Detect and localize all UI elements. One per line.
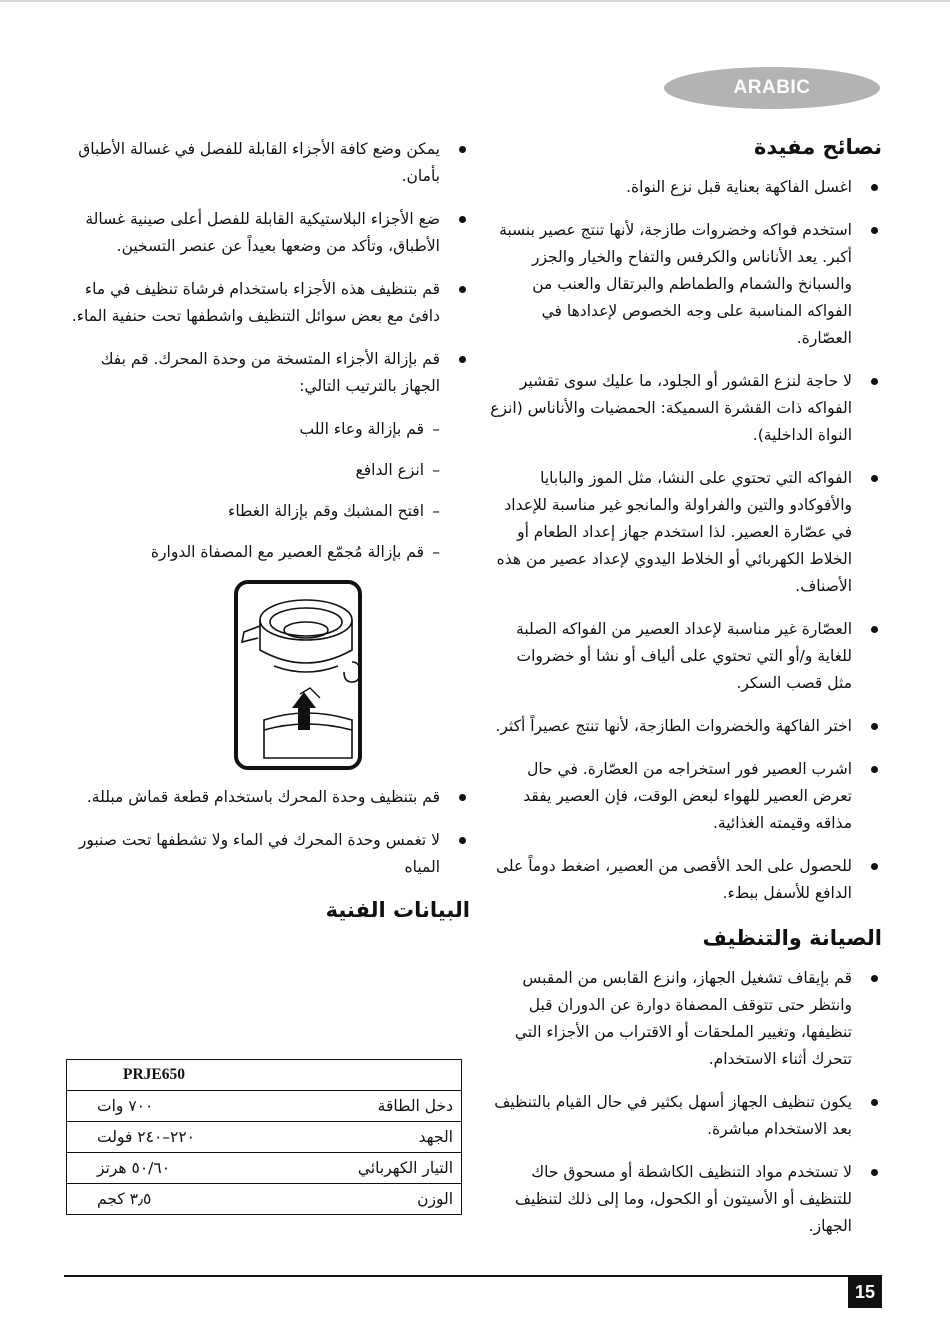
list-item: العصّارة غير مناسبة لإعداد العصير من الفواكه الصلبة للغاية و/أو التي تحتوي على ألياف أو نشا أو خضروات مثل قصب السكر. bbox=[490, 616, 882, 697]
left-column bbox=[64, 136, 470, 942]
spec-value: ٥٠/٦٠ هرتز bbox=[67, 1153, 257, 1184]
list-item: استخدم فواكه وخضروات طازجة، لأنها تنتج عصير بنسبة أكبر. يعد الأناناس والكرفس والتفاح والخيار والجزر والسبانخ والشمام والطماطم والبرتقال والعنب من الفواكه المناسبة على وجه الخصوص لإعدادها في العصّارة. bbox=[490, 217, 882, 352]
table-row bbox=[67, 1184, 462, 1215]
list-item: للحصول على الحد الأقصى من العصير، اضغط دوماً على الدافع للأسفل ببطء. bbox=[490, 853, 882, 907]
spec-label: الوزن bbox=[256, 1184, 461, 1215]
tips-heading: نصائح مفيدة bbox=[753, 135, 882, 159]
spec-value: ٢٢٠–٢٤٠ فولت bbox=[67, 1122, 257, 1153]
tips-list bbox=[490, 174, 882, 907]
list-item: اختر الفاكهة والخضروات الطازجة، لأنها تنتج عصيراً أكثر. bbox=[490, 713, 882, 740]
page-number: 15 bbox=[848, 1276, 882, 1308]
spec-label: الجهد bbox=[256, 1122, 461, 1153]
maintenance-heading: الصيانة والتنظيف bbox=[702, 926, 882, 950]
list-item: لا حاجة لنزع القشور أو الجلود، ما عليك سوى تقشير الفواكه ذات القشرة السميكة: الحمضيات والأناناس (انزع النواة الداخلية). bbox=[490, 368, 882, 449]
list-item: يمكن وضع كافة الأجزاء القابلة للفصل في غسالة الأطباق بأمان. bbox=[64, 136, 470, 190]
language-badge: ARABIC bbox=[664, 67, 880, 109]
table-row bbox=[67, 1122, 462, 1153]
spec-value: ٧٠٠ وات bbox=[67, 1091, 257, 1122]
right-column bbox=[490, 132, 882, 1256]
table-row bbox=[67, 1153, 462, 1184]
list-item: قم بإيقاف تشغيل الجهاز، وانزع القابس من المقبس وانتظر حتى تتوقف المصفاة دوارة عن الدوران قبل تنظيفها، وتغيير الملحقات أو الاقتراب من الأجزاء التي تتحرك أثناء الاستخدام. bbox=[490, 965, 882, 1073]
specs-table bbox=[66, 1059, 462, 1215]
top-rule bbox=[0, 0, 950, 2]
list-item: قم بإزالة الأجزاء المتسخة من وحدة المحرك. قم بفك الجهاز بالترتيب التالي: bbox=[64, 346, 470, 400]
maintenance-list-right bbox=[490, 965, 882, 1240]
footer-rule bbox=[64, 1275, 882, 1277]
specs-heading: البيانات الفنية bbox=[325, 898, 470, 922]
juice-collector-illustration bbox=[234, 580, 362, 770]
model-number: PRJE650 bbox=[67, 1060, 257, 1091]
list-item: اشرب العصير فور استخراجه من العصّارة. في حال تعرض العصير للهواء لبعض الوقت، فإن العصير يفقد مذاقه وقيمته الغذائية. bbox=[490, 756, 882, 837]
list-item: قم بتنظيف هذه الأجزاء باستخدام فرشاة تنظيف في ماء دافئ مع بعض سوائل التنظيف واشطفها تحت حنفية الماء. bbox=[64, 276, 470, 330]
list-item: لا تغمس وحدة المحرك في الماء ولا تشطفها تحت صنبور المياه bbox=[64, 827, 470, 881]
list-item: قم بتنظيف وحدة المحرك باستخدام قطعة قماش مبللة. bbox=[64, 784, 470, 811]
step-item: – قم بإزالة مُجمّع العصير مع المصفاة الدوارة bbox=[64, 539, 470, 566]
spec-label: دخل الطاقة bbox=[256, 1091, 461, 1122]
table-cell bbox=[256, 1060, 461, 1091]
list-item: اغسل الفاكهة بعناية قبل نزع النواة. bbox=[490, 174, 882, 201]
disassembly-steps bbox=[64, 416, 470, 566]
step-item: – قم بإزالة وعاء اللب bbox=[64, 416, 470, 443]
table-row bbox=[67, 1091, 462, 1122]
list-item: ضع الأجزاء البلاستيكية القابلة للفصل أعلى صينية غسالة الأطباق، وتأكد من وضعها بعيداً عن عنصر التسخين. bbox=[64, 206, 470, 260]
list-item: لا تستخدم مواد التنظيف الكاشطة أو مسحوق حاك للتنظيف أو الأسيتون أو الكحول، وما إلى ذلك لتنظيف الجهاز. bbox=[490, 1159, 882, 1240]
maintenance-list-after bbox=[64, 784, 470, 881]
spec-label: التيار الكهربائي bbox=[256, 1153, 461, 1184]
list-item: الفواكه التي تحتوي على النشا، مثل الموز والبابايا والأفوكادو والتين والفراولة والمانجو غير مناسبة للإعداد في عصّارة العصير. لذا استخدم جهاز إعداد الطعام أو الخلاط الكهربائي أو الخلاط اليدوي لإعداد عصير من هذه الأصناف. bbox=[490, 465, 882, 600]
step-item: – انزع الدافع bbox=[64, 457, 470, 484]
spec-value: ٣٫٥ كجم bbox=[67, 1184, 257, 1215]
list-item: يكون تنظيف الجهاز أسهل بكثير في حال القيام بالتنظيف بعد الاستخدام مباشرة. bbox=[490, 1089, 882, 1143]
maintenance-list-left bbox=[64, 136, 470, 400]
step-item: – افتح المشبك وقم بإزالة الغطاء bbox=[64, 498, 470, 525]
table-row bbox=[67, 1060, 462, 1091]
